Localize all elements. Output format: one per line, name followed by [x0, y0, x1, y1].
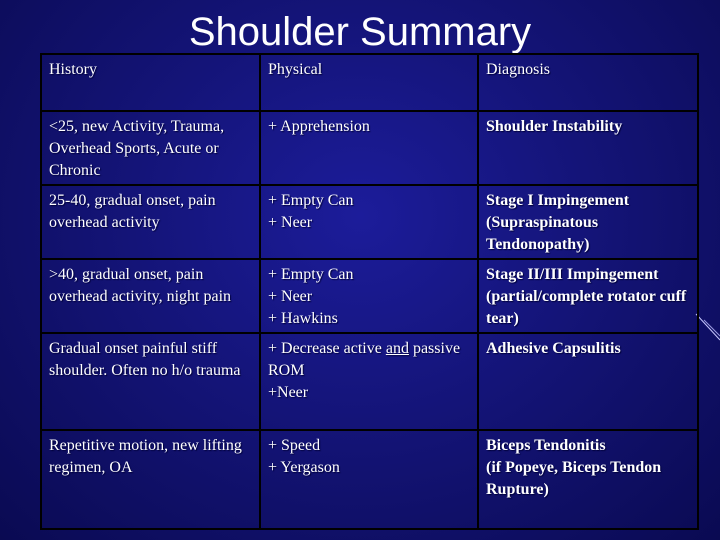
- diagnosis-line: Stage II/III Impingement (partial/complete rotator cuff tear): [486, 266, 687, 327]
- diagnosis-line: Biceps Tendonitis: [486, 437, 606, 454]
- table-row: [41, 430, 698, 529]
- diagnosis-cell: [478, 333, 698, 430]
- diagnosis-cell: [478, 430, 698, 529]
- physical-exam-line: +Neer: [268, 384, 309, 401]
- physical-exam-text: passive ROM: [268, 340, 461, 379]
- physical-exam-line: + Speed: [268, 437, 321, 454]
- history-cell: <25, new Activity, Trauma, Overhead Sports, Acute or Chronic: [41, 111, 260, 185]
- physical-exam-line: + Neer: [268, 288, 313, 305]
- physical-exam-text: + Decrease active: [268, 340, 382, 357]
- physical-exam-line: + Yergason: [268, 459, 340, 476]
- physical-cell: [260, 430, 478, 529]
- column-header-history: History: [41, 54, 260, 111]
- physical-exam-line: + Hawkins: [268, 310, 338, 327]
- slide-title: Shoulder Summary: [188, 10, 532, 54]
- physical-cell: [260, 185, 478, 259]
- physical-cell: [260, 111, 478, 185]
- diagnosis-cell: [478, 111, 698, 185]
- physical-cell: [260, 333, 478, 430]
- table-row: [41, 111, 698, 185]
- history-cell: Repetitive motion, new lifting regimen, OA: [41, 430, 260, 529]
- table-row: [41, 259, 698, 333]
- diagnosis-cell: [478, 185, 698, 259]
- physical-exam-line: + Empty Can: [268, 192, 354, 209]
- physical-cell: [260, 259, 478, 333]
- diagnosis-line: Stage I Impingement (Supraspinatous Tendonopathy): [486, 192, 630, 253]
- diagnosis-cell: [478, 259, 698, 333]
- column-header-diagnosis: Diagnosis: [478, 54, 698, 111]
- physical-exam-underlined-text: and: [385, 340, 409, 357]
- history-cell: 25-40, gradual onset, pain overhead activity: [41, 185, 260, 259]
- history-cell: >40, gradual onset, pain overhead activity, night pain: [41, 259, 260, 333]
- physical-exam-line: + Empty Can: [268, 266, 354, 283]
- summary-table: [40, 53, 699, 530]
- header-row: [41, 54, 698, 111]
- column-header-physical: Physical: [260, 54, 478, 111]
- diagnosis-line: Shoulder Instability: [486, 118, 623, 135]
- table-row: [41, 185, 698, 259]
- diagnosis-line: (if Popeye, Biceps Tendon Rupture): [486, 459, 662, 498]
- physical-exam-line: + Neer: [268, 214, 313, 231]
- table-row: [41, 333, 698, 430]
- physical-exam-line: + Apprehension: [268, 118, 370, 135]
- diagnosis-line: Adhesive Capsulitis: [486, 340, 621, 357]
- history-cell: Gradual onset painful stiff shoulder. Often no h/o trauma: [41, 333, 260, 430]
